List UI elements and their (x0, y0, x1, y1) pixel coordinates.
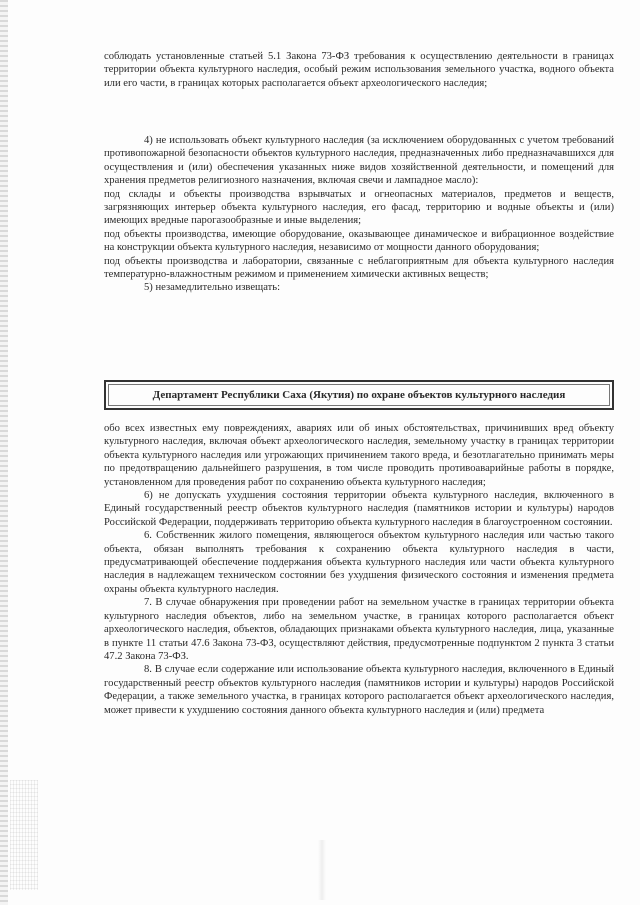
item-4-warehouses: под склады и объекты производства взрывчатых и огнеопасных материалов, предметов и веществ, загрязняющих интерьер объекта культурного наследия, его фасад, территорию и водные объекты и (или) имеющих вредные парогазообразные и иные выделения; (104, 188, 614, 227)
department-stamp (104, 380, 614, 410)
scan-fold (318, 840, 326, 900)
scan-left-edge (0, 0, 8, 905)
paragraph-block-1 (104, 50, 614, 90)
item-4-laboratories: под объекты производства и лаборатории, связанные с неблагоприятным для объекта культурного наследия температурно-влажностным режимом и применением химически активных веществ; (104, 255, 614, 281)
paragraph-compliance: соблюдать установленные статьей 5.1 Закона 73-ФЗ требования к осуществлению деятельности в границах территории объекта культурного наследия, особый режим использования земельного участка, водного объекта или его части, в границах которых располагается объект археологического наследия; (104, 51, 614, 89)
item-6-territory: 6) не допускать ухудшения состояния территории объекта культурного наследия, включенного в Единый государственный реестр объектов культурного наследия (памятников истории и культуры) народов Российской Федерации, поддерживать территорию объекта культурного наследия в благоустроенном состоянии. (104, 490, 614, 528)
stamp-text: Департамент Республики Саха (Якутия) по охране объектов культурного наследия (152, 389, 566, 401)
item-4-prohibition: 4) не использовать объект культурного наследия (за исключением оборудованных с учетом требований противопожарной безопасности объектов культурного наследия, предназначенных либо предназначавшихся для осуществления и (или) обеспечения указанных ниже видов хозяйственной деятельности, и помещений для хранения предметов религиозного назначения, включая свечи и лампадное масло): (104, 135, 614, 187)
paragraph-block-3 (104, 422, 614, 717)
notify-damages: обо всех известных ему повреждениях, авариях или об иных обстоятельствах, причинивших вред объекту культурного наследия, включая объект археологического наследия, земельному участку в границах территории объекта культурного наследия или угрожающих причинением такого вреда, и безотлагательно принимать меры по предотвращению дальнейшего разрушения, в том числе проводить противоаварийные работы в порядке, установленном для проведения работ по сохранению объекта культурного наследия; (104, 423, 614, 488)
item-5-notify: 5) незамедлительно извещать: (144, 282, 281, 294)
clause-6-owner-duties: 6. Собственник жилого помещения, являющегося объектом культурного наследия или частью такого объекта, обязан выполнять требования к сохранению объекта культурного наследия в части, предусматривающей обеспечение поддержания объекта культурного наследия или части объекта культурного наследия в надлежащем техническом состоянии без ухудшения физического состояния и изменения предмета охраны объекта культурного наследия. (104, 530, 614, 595)
scan-noise (10, 780, 38, 890)
paragraph-block-2 (104, 134, 614, 295)
item-4-production-equipment: под объекты производства, имеющие оборудование, оказывающее динамическое и вибрационное воздействие на конструкции объекта культурного наследия, независимо от мощности данного оборудования; (104, 228, 614, 254)
clause-8-deterioration: 8. В случае если содержание или использование объекта культурного наследия, включенного в Единый государственный реестр объектов культурного наследия (памятников истории и культуры) народов Российской Федерации, а также земельного участка, в границах которого располагается объект археологического наследия, может привести к ухудшению состояния данного объекта культурного наследия и (или) предмета (104, 664, 614, 716)
clause-7-discovery: 7. В случае обнаружения при проведении работ на земельном участке в границах территории объекта культурного наследия объектов, либо на земельном участке, в границах которого располагается объект археологического наследия, объектов, обладающих признаками объекта культурного наследия, лица, указанные в пункте 11 статьи 47.6 Закона 73-ФЗ, осуществляют действия, предусмотренные подпунктом 2 пункта 3 статьи 47.2 Закона 73-ФЗ. (104, 597, 614, 662)
